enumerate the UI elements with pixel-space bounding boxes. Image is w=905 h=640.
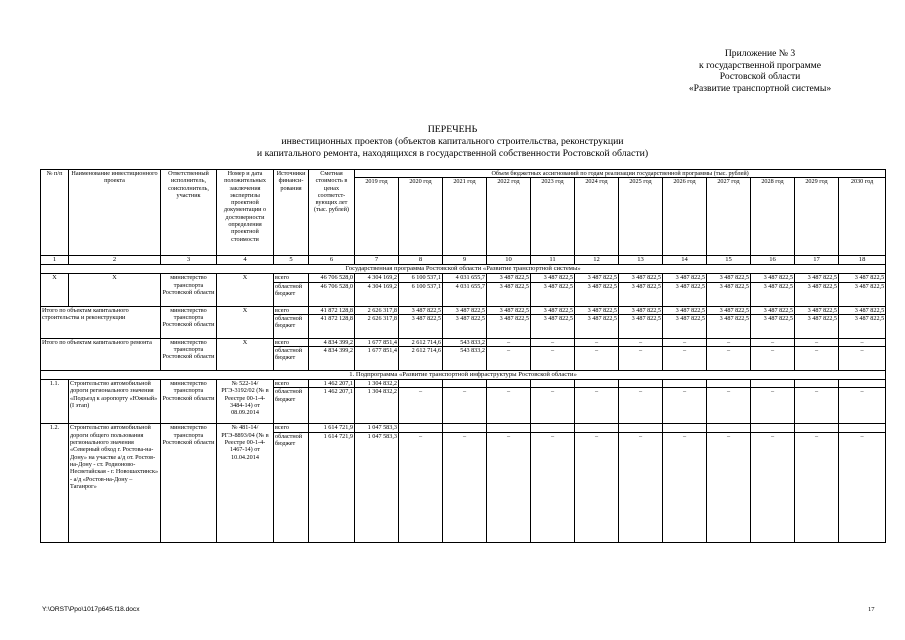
column-number: 13 [619, 256, 663, 265]
row-value: 2 612 714,6 [399, 338, 443, 346]
row-value: – [707, 338, 751, 346]
row-value: 1 677 851,4 [355, 338, 399, 346]
row-value: 1 047 583,3 [355, 424, 399, 432]
header-year: 2030 год [839, 178, 886, 256]
row-value: 3 487 822,5 [707, 314, 751, 338]
row-value: 3 487 822,5 [663, 282, 707, 306]
row-value: – [531, 338, 575, 346]
table-header-row [41, 170, 886, 178]
row-value [443, 380, 487, 388]
row-value: – [487, 388, 531, 424]
row-value: – [399, 388, 443, 424]
row-value: – [707, 388, 751, 424]
header-year: 2029 год [795, 178, 839, 256]
column-number-row [41, 256, 886, 265]
appendix-line: Ростовской области [719, 71, 801, 83]
row-value: – [663, 347, 707, 371]
row-value: 2 626 317,8 [355, 314, 399, 338]
row-value [795, 424, 839, 432]
row-value: 4 304 169,2 [355, 274, 399, 282]
row-value: – [619, 338, 663, 346]
row-value: 1 462 207,1 [309, 388, 355, 424]
row-source: всего [274, 274, 309, 282]
row-value: 3 487 822,5 [619, 314, 663, 338]
row-value [619, 380, 663, 388]
row-value: 3 487 822,5 [839, 282, 886, 306]
row-value [751, 424, 795, 432]
row-num: 1.1. [41, 380, 69, 424]
row-value: – [619, 432, 663, 542]
column-number: 14 [663, 256, 707, 265]
row-value: 3 487 822,5 [839, 314, 886, 338]
row-source: областной бюджет [274, 282, 309, 306]
row-value: 1 304 832,2 [355, 388, 399, 424]
row-value: – [531, 432, 575, 542]
row-value: 3 487 822,5 [443, 306, 487, 314]
table-row-total-repair [41, 338, 886, 346]
row-value [575, 380, 619, 388]
row-value [575, 424, 619, 432]
row-value: – [531, 347, 575, 371]
column-number: 11 [531, 256, 575, 265]
row-source: всего [274, 338, 309, 346]
row-value: 4 834 399,2 [309, 338, 355, 346]
row-value: 46 706 528,0 [309, 274, 355, 282]
row-value: 3 487 822,5 [663, 274, 707, 282]
column-number: 4 [217, 256, 274, 265]
row-value: 3 487 822,5 [619, 306, 663, 314]
row-value: – [795, 347, 839, 371]
column-number: 16 [751, 256, 795, 265]
row-name: X [69, 274, 161, 306]
row-value: 3 487 822,5 [839, 274, 886, 282]
row-value [531, 424, 575, 432]
row-value: 3 487 822,5 [795, 274, 839, 282]
row-value: 3 487 822,5 [399, 314, 443, 338]
header-budget-group: Объем бюджетных ассигнований по годам реализации государственной программы (тыс. рублей) [355, 170, 886, 178]
row-value: – [751, 338, 795, 346]
row-value [707, 424, 751, 432]
row-value: – [795, 388, 839, 424]
row-expertise: № 522-14/РГЭ-3192/02 (№ в Реестре 00-1-4-3484-14) от 08.09.2014 [217, 380, 274, 424]
row-value: 3 487 822,5 [487, 274, 531, 282]
row-value: 3 487 822,5 [575, 282, 619, 306]
column-number: 12 [575, 256, 619, 265]
row-value: 6 100 537,1 [399, 282, 443, 306]
row-value: 6 100 537,1 [399, 274, 443, 282]
row-value: – [751, 432, 795, 542]
header-year: 2021 год [443, 178, 487, 256]
row-value: 3 487 822,5 [575, 314, 619, 338]
row-value: – [487, 338, 531, 346]
row-value: – [663, 432, 707, 542]
row-value: – [399, 432, 443, 542]
row-value: 3 487 822,5 [487, 282, 531, 306]
row-value: 3 487 822,5 [707, 306, 751, 314]
row-value: – [487, 347, 531, 371]
subprogram-section-title: 1. Подпрограмма «Развитие транспортной инфраструктуры Ростовской области» [41, 371, 886, 380]
row-source: всего [274, 424, 309, 432]
row-value: 41 872 128,8 [309, 306, 355, 314]
row-value: – [443, 388, 487, 424]
appendix-block [640, 48, 880, 94]
row-value: – [619, 347, 663, 371]
column-number: 15 [707, 256, 751, 265]
column-number: 2 [69, 256, 161, 265]
column-number: 3 [161, 256, 217, 265]
header-year: 2022 год [487, 178, 531, 256]
row-value: 3 487 822,5 [399, 306, 443, 314]
column-number: 18 [839, 256, 886, 265]
appendix-line: «Развитие транспортной системы» [688, 82, 832, 94]
row-value [399, 380, 443, 388]
row-value [663, 380, 707, 388]
row-value: 1 047 583,3 [355, 432, 399, 542]
row-value: 3 487 822,5 [751, 274, 795, 282]
row-value: 3 487 822,5 [531, 282, 575, 306]
row-value: 3 487 822,5 [707, 274, 751, 282]
row-value: 2 612 714,6 [399, 347, 443, 371]
row-value: 3 487 822,5 [619, 282, 663, 306]
projects-table-container [40, 169, 885, 593]
row-value: 3 487 822,5 [795, 314, 839, 338]
row-value: 2 626 317,8 [355, 306, 399, 314]
row-value [795, 380, 839, 388]
row-value: 3 487 822,5 [663, 306, 707, 314]
row-value: 4 304 169,2 [355, 282, 399, 306]
header-year: 2025 год [619, 178, 663, 256]
row-executor: министерство транспорта Ростовской области [161, 306, 217, 338]
row-source: областной бюджет [274, 347, 309, 371]
row-value: – [575, 388, 619, 424]
header-expertise: Номер и дата положительных заключения экспертизы проектной документации о достоверности определения проектной стоимости [217, 170, 274, 256]
row-value: 3 487 822,5 [487, 314, 531, 338]
column-number: 1 [41, 256, 69, 265]
table-row-x [41, 274, 886, 282]
row-value [839, 380, 886, 388]
header-estimate: Сметная стоимость в ценах соответст-вующих лет (тыс. рублей) [309, 170, 355, 256]
row-num: X [41, 274, 69, 306]
row-value: – [663, 338, 707, 346]
projects-table [40, 169, 886, 543]
row-name: Итого по объектам капитального ремонта [41, 338, 161, 370]
row-num: 1.2. [41, 424, 69, 542]
row-value: 3 487 822,5 [575, 274, 619, 282]
row-executor: министерство транспорта Ростовской области [161, 424, 217, 542]
header-year: 2027 год [707, 178, 751, 256]
row-value: 3 487 822,5 [795, 306, 839, 314]
row-value: 3 487 822,5 [619, 274, 663, 282]
row-value [487, 424, 531, 432]
row-value: – [795, 432, 839, 542]
header-year: 2028 год [751, 178, 795, 256]
row-value: 543 833,2 [443, 347, 487, 371]
row-value: – [839, 338, 886, 346]
row-value: – [575, 338, 619, 346]
row-executor: министерство транспорта Ростовской области [161, 274, 217, 306]
row-source: областной бюджет [274, 314, 309, 338]
row-value: 41 872 128,8 [309, 314, 355, 338]
document-title [0, 124, 905, 159]
row-source: областной бюджет [274, 388, 309, 424]
row-value: – [443, 432, 487, 542]
row-value: 543 833,2 [443, 338, 487, 346]
column-number: 6 [309, 256, 355, 265]
row-value: 3 487 822,5 [795, 282, 839, 306]
row-value: 3 487 822,5 [839, 306, 886, 314]
header-year: 2019 год [355, 178, 399, 256]
row-value [443, 424, 487, 432]
row-expertise: X [217, 274, 274, 306]
column-number: 17 [795, 256, 839, 265]
section-row-subprogram [41, 371, 886, 380]
row-value: – [663, 388, 707, 424]
column-number: 8 [399, 256, 443, 265]
row-name: Итого по объектам капитального строительства и реконструкции [41, 306, 161, 338]
column-number: 7 [355, 256, 399, 265]
row-value: 3 487 822,5 [487, 306, 531, 314]
row-value: – [707, 432, 751, 542]
row-source: всего [274, 306, 309, 314]
row-value [531, 380, 575, 388]
row-value: – [531, 388, 575, 424]
row-value: 1 462 207,1 [309, 380, 355, 388]
row-value: 46 706 528,0 [309, 282, 355, 306]
table-row-1-2 [41, 424, 886, 432]
row-value: 4 834 399,2 [309, 347, 355, 371]
page-number: 17 [868, 606, 875, 613]
row-name: Строительство автомобильной дороги регионального значения «Подъезд к аэропорту «Южный» (I этап) [69, 380, 161, 424]
row-value: – [487, 432, 531, 542]
row-value: 1 614 721,9 [309, 424, 355, 432]
header-year: 2026 год [663, 178, 707, 256]
title-line: и капитального ремонта, находящихся в государственной собственности Ростовской области) [256, 147, 649, 159]
header-num: № п/п [41, 170, 69, 256]
row-value: – [839, 432, 886, 542]
header-year: 2020 год [399, 178, 443, 256]
row-value [399, 424, 443, 432]
row-value: – [575, 432, 619, 542]
row-value: – [751, 388, 795, 424]
row-value: 3 487 822,5 [531, 274, 575, 282]
row-value: 4 031 655,7 [443, 274, 487, 282]
row-executor: министерство транспорта Ростовской области [161, 380, 217, 424]
header-sources: Источники финанси-рования [274, 170, 309, 256]
row-value: – [839, 347, 886, 371]
row-value [839, 424, 886, 432]
row-value: 3 487 822,5 [751, 306, 795, 314]
row-value: 3 487 822,5 [751, 314, 795, 338]
row-value: – [707, 347, 751, 371]
row-value [487, 380, 531, 388]
column-number: 10 [487, 256, 531, 265]
row-value: 1 304 832,2 [355, 380, 399, 388]
column-number: 9 [443, 256, 487, 265]
row-value: – [619, 388, 663, 424]
row-value: 3 487 822,5 [575, 306, 619, 314]
title-line: инвестиционных проектов (объектов капитального строительства, реконструкции [281, 135, 624, 147]
row-value: – [795, 338, 839, 346]
header-year: 2023 год [531, 178, 575, 256]
row-value: 1 614 721,9 [309, 432, 355, 542]
row-expertise: X [217, 306, 274, 338]
header-year: 2024 год [575, 178, 619, 256]
header-executor: Ответственный исполнитель, соисполнитель, участник [161, 170, 217, 256]
row-value: – [575, 347, 619, 371]
row-value: 1 677 851,4 [355, 347, 399, 371]
row-value: 3 487 822,5 [443, 314, 487, 338]
row-executor: министерство транспорта Ростовской области [161, 338, 217, 370]
row-expertise: X [217, 338, 274, 370]
row-value: – [839, 388, 886, 424]
row-value: 3 487 822,5 [663, 314, 707, 338]
file-path: Y:\ORST\Ppo\1017p645.f18.docx [42, 606, 140, 613]
row-value: 3 487 822,5 [531, 306, 575, 314]
appendix-line: к государственной программе [699, 59, 821, 71]
row-value: 3 487 822,5 [531, 314, 575, 338]
row-value: – [751, 347, 795, 371]
row-source: всего [274, 380, 309, 388]
row-name: Строительство автомобильной дороги общего пользования регионального значения «Северный обход г. Ростова-на-Дону» на участке а/д от. Ростов-на-Дону - ст. Родионово-Несветайская - г. Новошахтинск» - а/д «Ростов-на-Дону – Таганрог» [69, 424, 161, 542]
header-name: Наименование инвестиционного проекта [69, 170, 161, 256]
row-value [619, 424, 663, 432]
row-value: 3 487 822,5 [751, 282, 795, 306]
row-expertise: № 481-14/РГЭ-8893/04 (№ в Реестре 00-1-4-1467-14) от 10.04.2014 [217, 424, 274, 542]
section-row-program [41, 265, 886, 274]
title-heading: ПЕРЕЧЕНЬ [427, 124, 478, 135]
program-section-title: Государственная программа Ростовской области «Развитие транспортной системы» [41, 265, 886, 274]
column-number: 5 [274, 256, 309, 265]
row-value: 3 487 822,5 [707, 282, 751, 306]
row-source: областной бюджет [274, 432, 309, 542]
appendix-line: Приложение № 3 [724, 48, 796, 59]
table-row-total-construction [41, 306, 886, 314]
row-value [751, 380, 795, 388]
row-value [707, 380, 751, 388]
row-value: 4 031 655,7 [443, 282, 487, 306]
table-row-1-1 [41, 380, 886, 388]
row-value [663, 424, 707, 432]
